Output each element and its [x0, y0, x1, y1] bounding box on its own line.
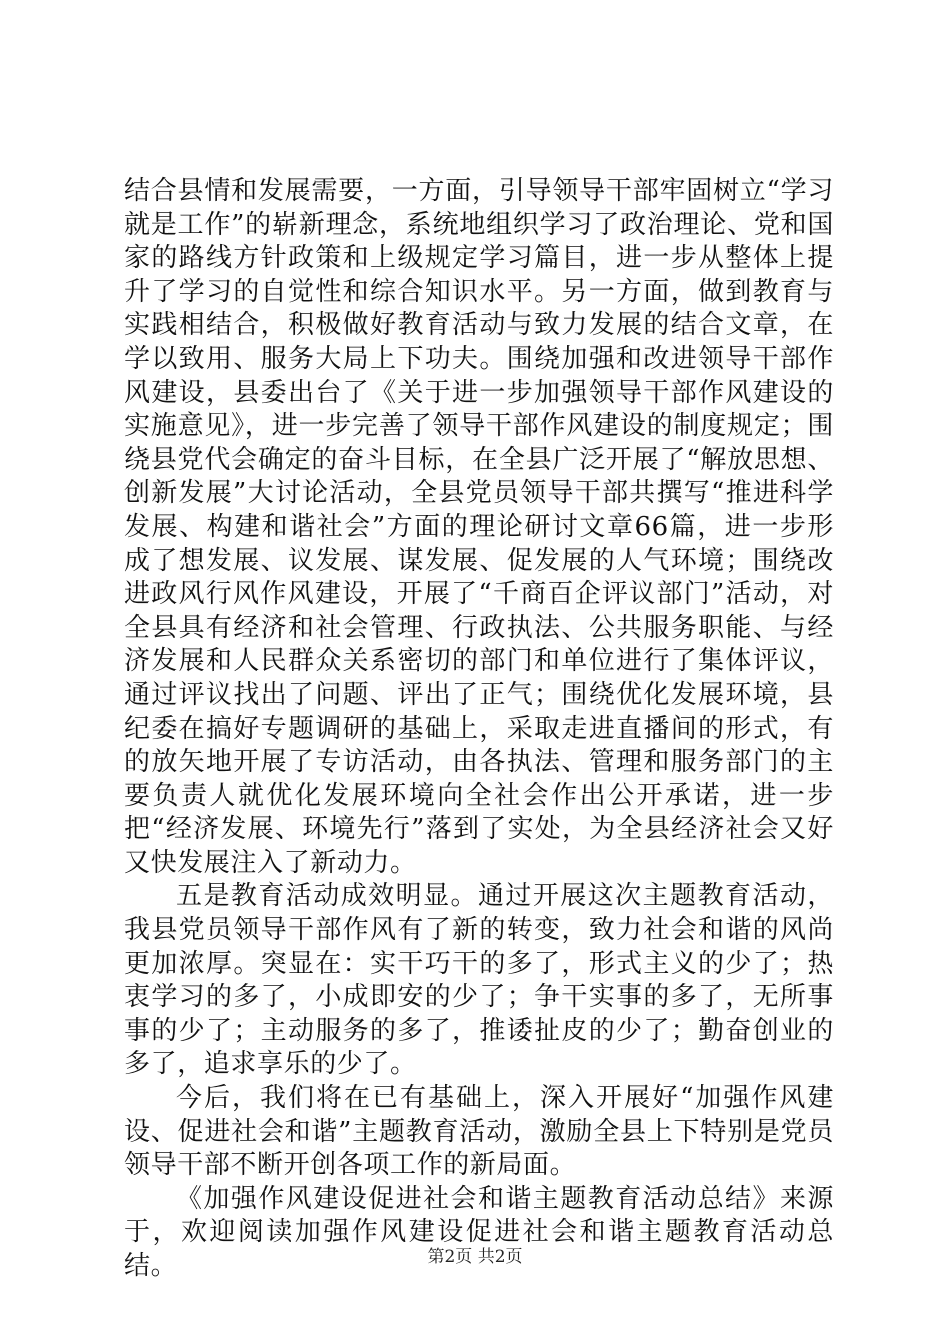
paragraph-continued: 结合县情和发展需要，一方面，引导领导干部牢固树立“学习就是工作”的崭新理念，系统地组织学习了政治理论、党和国家的路线方针政策和上级规定学习篇目，进一步从整体上提升了学习的自觉性和综合知识水平。另一方面，做到教育与实践相结合，积极做好教育活动与致力发展的结合文章，在学以致用、服务大局上下功夫。围绕加强和改进领导干部作风建设，县委出台了《关于进一步加强领导干部作风建设的实施意见》，进一步完善了领导干部作风建设的制度规定；围绕县党代会确定的奋斗目标，在全县广泛开展了“解放思想、创新发展”大讨论活动，全县党员领导干部共撰写“推进科学发展、构建和谐社会”方面的理论研讨文章66篇，进一步形成了想发展、议发展、谋发展、促发展的人气环境；围绕改进政风行风作风建设，开展了“千商百企评议部门”活动，对全县具有经济和社会管理、行政执法、公共服务职能、与经济发展和人民群众关系密切的部门和单位进行了集体评议，通过评议找出了问题、评出了正气；围绕优化发展环境，县纪委在搞好专题调研的基础上，采取走进直播间的形式，有的放矢地开展了专访活动，由各执法、管理和服务部门的主要负责人就优化发展环境向全社会作出公开承诺，进一步把“经济发展、环境先行”落到了实处，为全县经济社会又好又快发展注入了新动力。 [124, 176, 834, 878]
paragraph-results: 五是教育活动成效明显。通过开展这次主题教育活动，我县党员领导干部作风有了新的转变，致力社会和谐的风尚更加浓厚。突显在：实干巧干的多了，形式主义的少了；热衷学习的多了，小成即安的少了；争干实事的多了，无所事事的少了；主动服务的多了，推诿扯皮的少了；勤奋创业的多了，追求享乐的少了。 [124, 881, 834, 1080]
paragraph-future: 今后，我们将在已有基础上，深入开展好“加强作风建设、促进社会和谐”主题教育活动，激励全县上下特别是党员领导干部不断开创各项工作的新局面。 [124, 1083, 834, 1181]
page-number-footer: 第2页 共2页 [427, 1247, 523, 1267]
paragraph-source-note: 《加强作风建设促进社会和谐主题教育活动总结》来源于，欢迎阅读加强作风建设促进社会和谐主题教育活动总结。 [124, 1183, 834, 1281]
document-body [124, 175, 834, 1284]
